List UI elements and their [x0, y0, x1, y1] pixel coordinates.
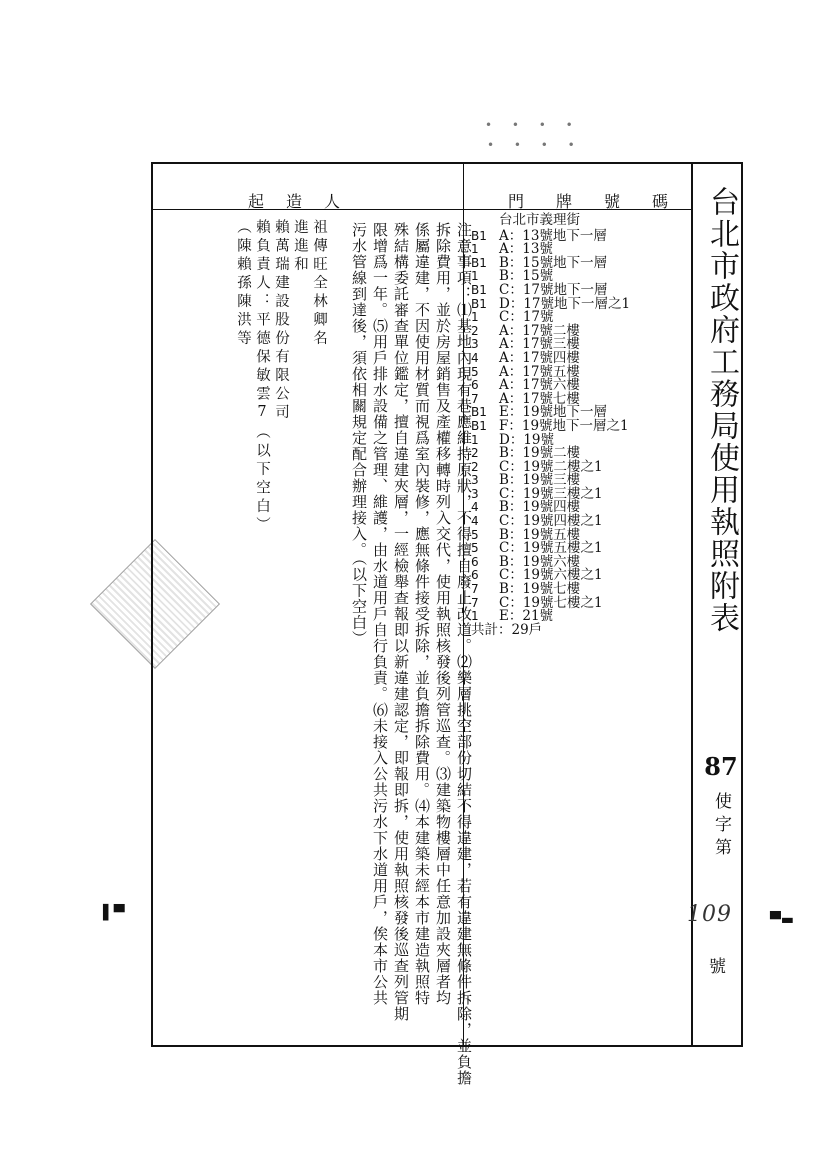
permit-attachment-form — [151, 162, 743, 1086]
street-name: 台北市義理街 — [499, 212, 580, 228]
permit-serial: 109 — [687, 902, 732, 927]
floor-code: 7 — [471, 391, 479, 406]
binder-hole-right: ▀▬ — [770, 912, 794, 928]
floor-code: 4 — [471, 350, 479, 365]
floor-code: 3 — [471, 486, 479, 501]
form-title: 台北市政府工務局使用執照附表 — [704, 186, 739, 634]
floor-code: 6 — [471, 554, 479, 569]
floor-code: 3 — [471, 337, 479, 352]
applicant-line: 賴萬瑞建設股份有限公司 — [273, 219, 289, 423]
address-text: B：19號四樓 — [499, 499, 581, 516]
floor-code: 6 — [471, 378, 479, 393]
floor-code: 2 — [471, 459, 479, 474]
address-text: B：15號 — [499, 268, 554, 285]
floor-code: 2 — [471, 323, 479, 338]
floor-code: 6 — [471, 568, 479, 583]
address-text: E：19號地下一層 — [499, 404, 608, 421]
header-applicant: 起造人 — [248, 192, 363, 211]
floor-code: 4 — [471, 514, 479, 529]
floor-code: B1 — [471, 255, 487, 270]
floor-code: 7 — [471, 582, 479, 597]
address-text: A：17號五樓 — [499, 363, 580, 380]
permit-year: 87 — [704, 752, 738, 781]
address-text: B：19號三樓 — [499, 472, 581, 489]
floor-code: 1 — [471, 269, 479, 284]
floor-code: 5 — [471, 541, 479, 556]
permit-prefix: 使字第 — [711, 792, 731, 861]
address-text: A：17號四樓 — [499, 349, 580, 366]
address-text: C：17號地下一層 — [499, 281, 608, 298]
note-line: 注意事項：⑴基地內現有巷應維持原狀，不得擅自廢止改道。⑵樂層挑空部份切結不得違建，若有違建無條件拆除，並負擔 — [455, 222, 473, 1086]
floor-code: 3 — [471, 473, 479, 488]
address-text: B：15號地下一層 — [499, 254, 608, 271]
note-line: 限增爲一年。⑸用戶排水設備之管理、維護，由水道用戶自行負責。⑹未接入公共污水下水道用戶，俟本市公共 — [371, 222, 389, 1006]
address-text: B：19號二樓 — [499, 445, 581, 462]
address-text: B：19號五樓 — [499, 526, 581, 543]
address-text: A：17號七樓 — [499, 390, 580, 407]
address-list — [471, 214, 679, 734]
note-line: 殊結構委託審查單位鑑定，擅自違建夾層，一經檢舉查報即以新違建認定，即報即拆，使用執照核發後巡查列管期 — [392, 222, 410, 1022]
floor-code: B1 — [471, 418, 487, 433]
applicant-line: 進進和 — [292, 219, 308, 275]
floor-code: B1 — [471, 296, 487, 311]
address-text: C：19號七樓之1 — [499, 594, 603, 611]
address-text: C：17號 — [499, 309, 554, 326]
floor-code: B1 — [471, 282, 487, 297]
address-text: A：17號六樓 — [499, 377, 580, 394]
address-text: D：17號地下一層之1 — [499, 295, 631, 312]
applicant-block — [233, 219, 328, 619]
address-text: C：19號四樓之1 — [499, 513, 603, 530]
address-text: C：19號五樓之1 — [499, 540, 603, 557]
address-text: B：19號七樓 — [499, 581, 581, 598]
applicant-line: 祖傳旺全林卿名 — [311, 219, 327, 349]
address-text: C：19號三樓之1 — [499, 485, 603, 502]
note-line: 拆除費用，並於房屋銷售及產權移轉時列入交代，使用執照核發後列管巡查。⑶建築物樓層中任意加設夾層者均 — [434, 222, 452, 1006]
address-text: A：13號地下一層 — [499, 227, 607, 244]
address-text: A：13號 — [499, 241, 553, 258]
address-text: A：17號二樓 — [499, 322, 580, 339]
floor-code: B1 — [471, 405, 487, 420]
applicant-line: （陳賴孫陳洪等 — [235, 219, 251, 349]
floor-code: 5 — [471, 364, 479, 379]
note-line: 係屬違建，不因使用材質而視爲室內裝修，應無條件接受拆除，並負擔拆除費用。⑷本建築未經本市建造執照特 — [413, 222, 431, 1006]
floor-code: 2 — [471, 446, 479, 461]
floor-code: 1 — [471, 242, 479, 257]
floor-code: 1 — [471, 609, 479, 624]
floor-code: 1 — [471, 432, 479, 447]
address-text: B：19號六樓 — [499, 553, 581, 570]
faint-stamp-mark-2: • • • • — [487, 138, 583, 152]
floor-code: 5 — [471, 527, 479, 542]
header-address: 門牌號碼 — [508, 192, 701, 211]
address-text: C：19號六樓之1 — [499, 567, 603, 584]
address-text: C：19號二樓之1 — [499, 458, 603, 475]
floor-code: B1 — [471, 228, 487, 243]
permit-suffix: 號 — [709, 957, 726, 977]
notes-block — [348, 222, 474, 1086]
floor-code: 4 — [471, 500, 479, 515]
address-text: E：21號 — [499, 608, 554, 625]
floor-code: 7 — [471, 595, 479, 610]
floor-code: 1 — [471, 310, 479, 325]
note-line: 污水管線到達後，須依相關規定配合辦理接入。（以下空白） — [350, 222, 368, 647]
address-text: A：17號三樓 — [499, 336, 580, 353]
address-total: 共計：29戶 — [471, 621, 543, 638]
address-text: F：19號地下一層之1 — [499, 417, 629, 434]
address-text: D：19號 — [499, 431, 555, 448]
applicant-line: 賴負責人：平德保敏雲7（以下空白） — [254, 219, 270, 535]
binder-hole-left: ▌▀ — [103, 905, 125, 921]
faint-stamp-mark: • • • • — [485, 118, 581, 132]
